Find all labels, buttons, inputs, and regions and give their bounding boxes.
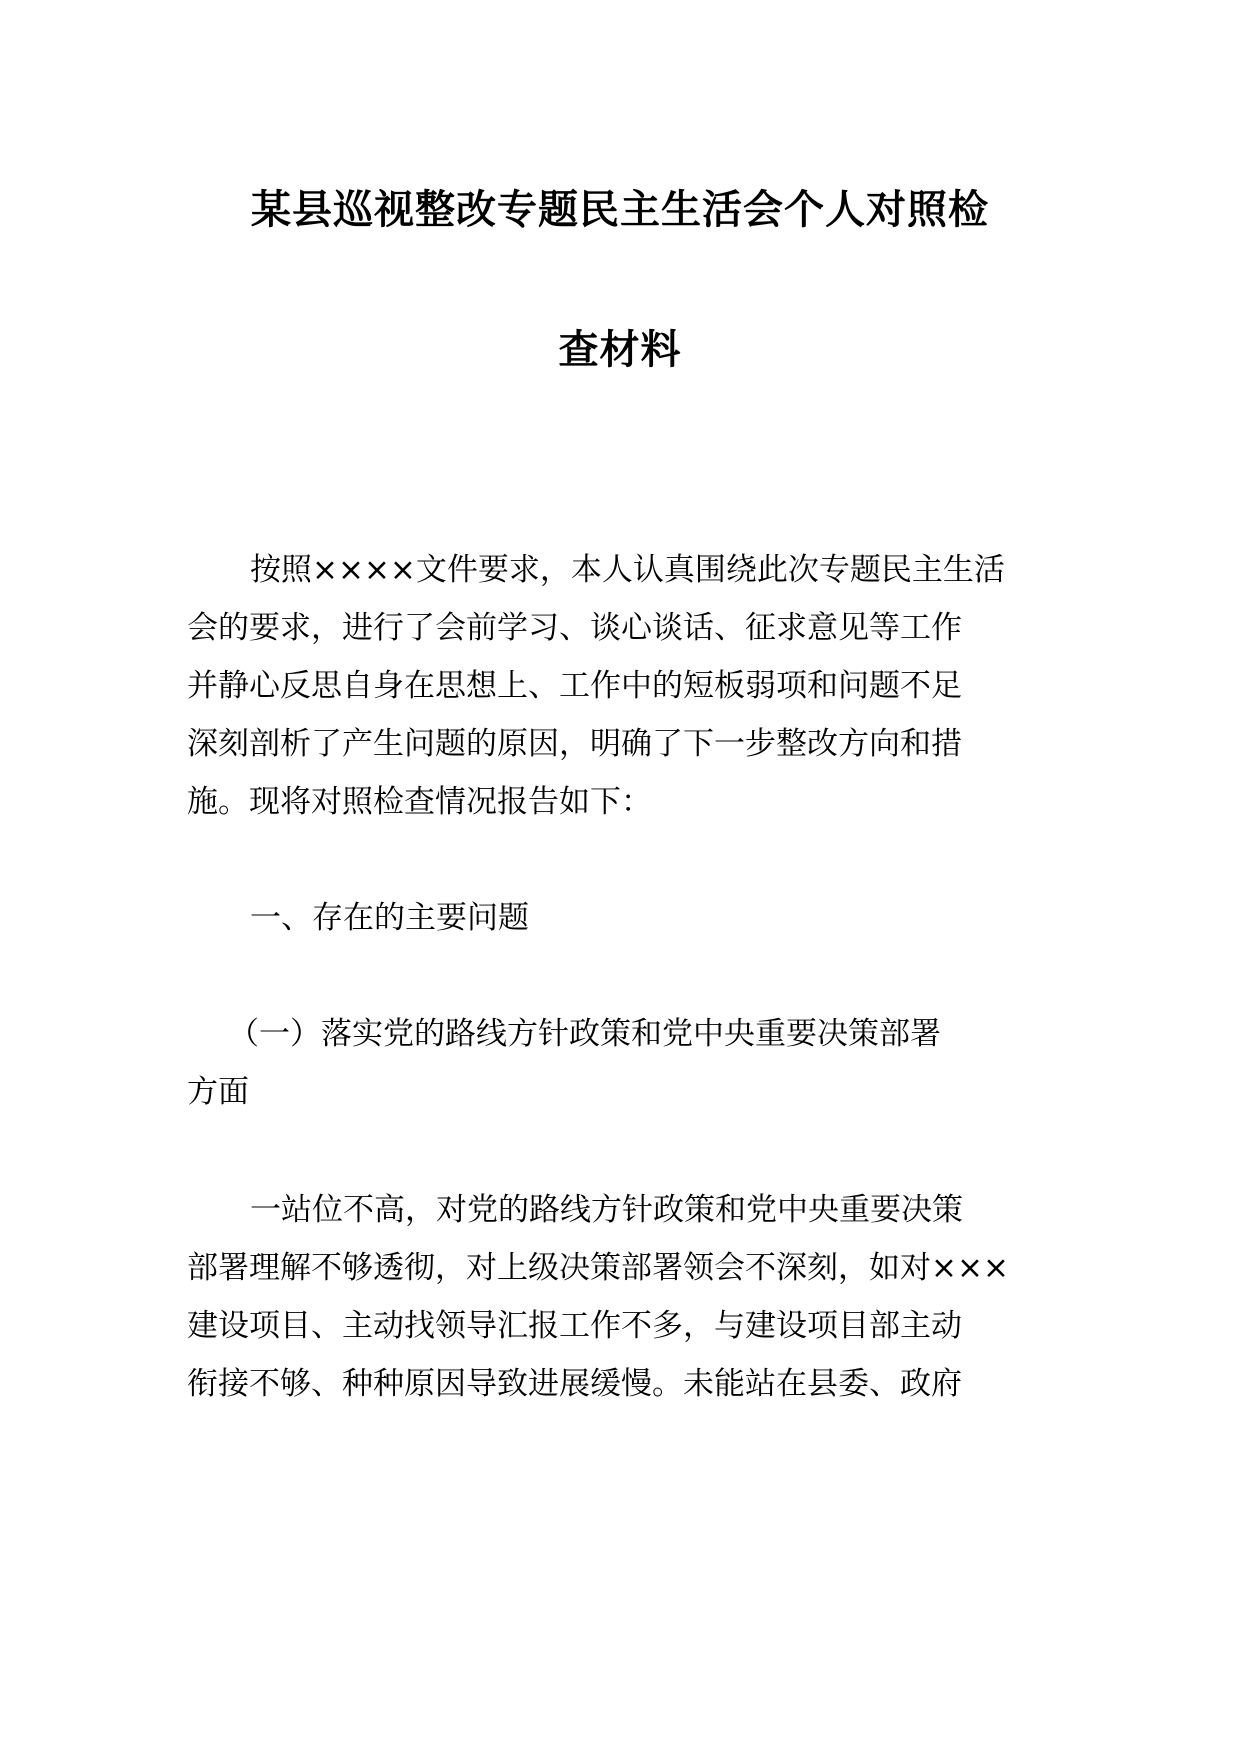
subheading-line: 方面	[187, 1074, 249, 1110]
paragraph-line: 并静心反思自身在思想上、工作中的短板弱项和问题不足	[187, 668, 962, 704]
paragraph-line: 会的要求，进行了会前学习、谈心谈话、征求意见等工作	[187, 610, 962, 646]
paragraph-line: 衔接不够、种种原因导致进展缓慢。未能站在县委、政府	[187, 1366, 962, 1402]
paragraph-line: 部署理解不够透彻，对上级决策部署领会不深刻，如对×××	[187, 1250, 1009, 1286]
document-title-line-2: 查材料	[558, 327, 682, 373]
paragraph-line: 按照××××文件要求，本人认真围绕此次专题民主生活	[250, 552, 1005, 588]
paragraph-line: 深刻剖析了产生问题的原因，明确了下一步整改方向和措	[187, 726, 962, 762]
paragraph-line: 一站位不高，对党的路线方针政策和党中央重要决策	[250, 1192, 963, 1228]
paragraph-line: 建设项目、主动找领导汇报工作不多，与建设项目部主动	[187, 1308, 962, 1344]
subheading-line: （一）落实党的路线方针政策和党中央重要决策部署	[228, 1016, 941, 1052]
section-heading: 一、存在的主要问题	[250, 900, 529, 936]
paragraph-line: 施。现将对照检查情况报告如下：	[187, 784, 652, 820]
document-title-line-1: 某县巡视整改专题民主生活会个人对照检	[251, 187, 989, 233]
